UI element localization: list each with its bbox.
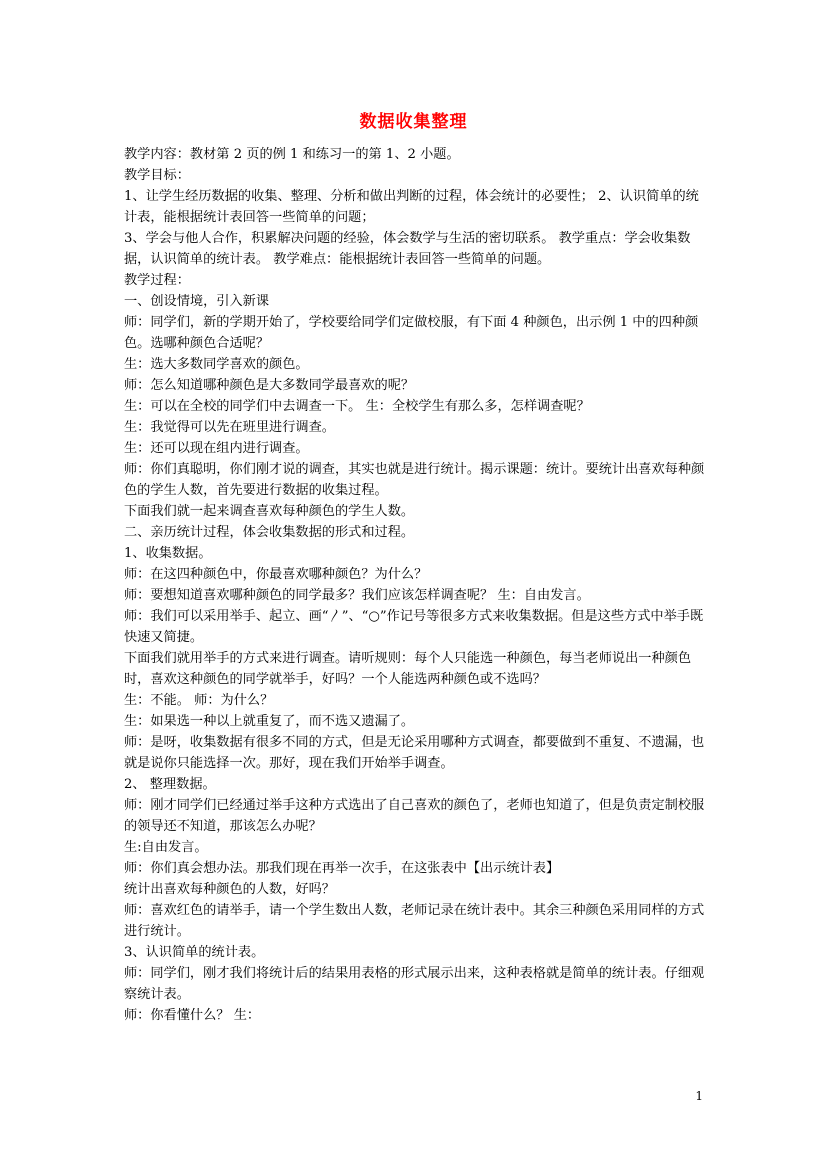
- paragraph: 教学目标：: [124, 168, 190, 183]
- paragraph: 一、创设情境，引入新课: [124, 294, 270, 309]
- paragraph: 二、亲历统计过程，体会收集数据的形式和过程。: [124, 525, 415, 540]
- paragraph: 统计出喜欢每种颜色的人数，好吗？: [124, 882, 335, 897]
- paragraph: 生：不能。 师：为什么？: [124, 693, 274, 708]
- paragraph: 生：可以在全校的同学们中去调查一下。 生：全校学生有那么多，怎样调查呢？: [124, 399, 590, 414]
- paragraph: 3、学会与他人合作，积累解决问题的经验，体会数学与生活的密切联系。 教学重点：学会收集数据，认识简单的统计表。 教学难点：能根据统计表回答一些简单的问题。: [124, 231, 691, 267]
- paragraph: 下面我们就一起来调查喜欢每种颜色的学生人数。: [124, 504, 415, 519]
- paragraph: 生：我觉得可以先在班里进行调查。: [124, 420, 335, 435]
- paragraph: 师：怎么知道哪种颜色是大多数同学最喜欢的呢？: [124, 378, 415, 393]
- paragraph: 师：同学们，刚才我们将统计后的结果用表格的形式展示出来，这种表格就是简单的统计表。仔细观察统计表。: [124, 966, 705, 1002]
- paragraph: 师：喜欢红色的请举手，请一个学生数出人数，老师记录在统计表中。其余三种颜色采用同样的方式进行统计。: [124, 903, 705, 939]
- paragraph: 生：还可以现在组内进行调查。: [124, 441, 309, 456]
- paragraph: 生：如果选一种以上就重复了，而不选又遗漏了。: [124, 714, 415, 729]
- page-number: 1: [695, 1089, 703, 1103]
- paragraph: 师：你看懂什么？ 生：: [124, 1008, 261, 1023]
- paragraph: 生：选大多数同学喜欢的颜色。: [124, 357, 309, 372]
- paragraph: 1、让学生经历数据的收集、整理、分析和做出判断的过程，体会统计的必要性； 2、认识简单的统计表，能根据统计表回答一些简单的问题；: [124, 189, 699, 225]
- paragraph: 教学内容：教材第 2 页的例 1 和练习一的第 1、2 小题。: [124, 147, 460, 162]
- paragraph: 3、认识简单的统计表。: [124, 945, 265, 960]
- paragraph: 生:自由发言。: [124, 840, 208, 855]
- paragraph: 2、 整理数据。: [124, 777, 216, 792]
- paragraph: 师：刚才同学们已经通过举手这种方式选出了自己喜欢的颜色了，老师也知道了，但是负责定制校服的领导还不知道，那该怎么办呢？: [124, 798, 705, 834]
- paragraph: 师：是呀，收集数据有很多不同的方式，但是无论采用哪种方式调查，都要做到不重复、不遗漏，也就是说你只能选择一次。那好，现在我们开始举手调查。: [124, 735, 705, 771]
- paragraph: 师：你们真聪明，你们刚才说的调查，其实也就是进行统计。揭示课题：统计。要统计出喜欢每种颜色的学生人数，首先要进行数据的收集过程。: [124, 462, 705, 498]
- paragraph: 师：在这四种颜色中，你最喜欢哪种颜色？为什么？: [124, 567, 428, 582]
- paragraph: 师：同学们，新的学期开始了，学校要给同学们定做校服，有下面 4 种颜色，出示例 1 中的四种颜色。选哪种颜色合适呢？: [124, 315, 699, 351]
- paragraph: 师：要想知道喜欢哪种颜色的同学最多？我们应该怎样调查呢？ 生：自由发言。: [124, 588, 590, 603]
- paragraph: 教学过程：: [124, 273, 190, 288]
- paragraph: 师：你们真会想办法。那我们现在再举一次手，在这张表中【出示统计表】: [124, 861, 560, 876]
- paragraph: 师：我们可以采用举手、起立、画“〳”、“○”作记号等很多方式来收集数据。但是这些方式中举手既快速又简捷。: [124, 609, 704, 645]
- paragraph: 1、收集数据。: [124, 546, 212, 561]
- document-title: 数据收集整理: [359, 112, 468, 132]
- document-body: [124, 144, 708, 1026]
- paragraph: 下面我们就用举手的方式来进行调查。请听规则：每个人只能选一种颜色，每当老师说出一种颜色时，喜欢这种颜色的同学就举手，好吗？一个人能选两种颜色或不选吗？: [124, 651, 692, 687]
